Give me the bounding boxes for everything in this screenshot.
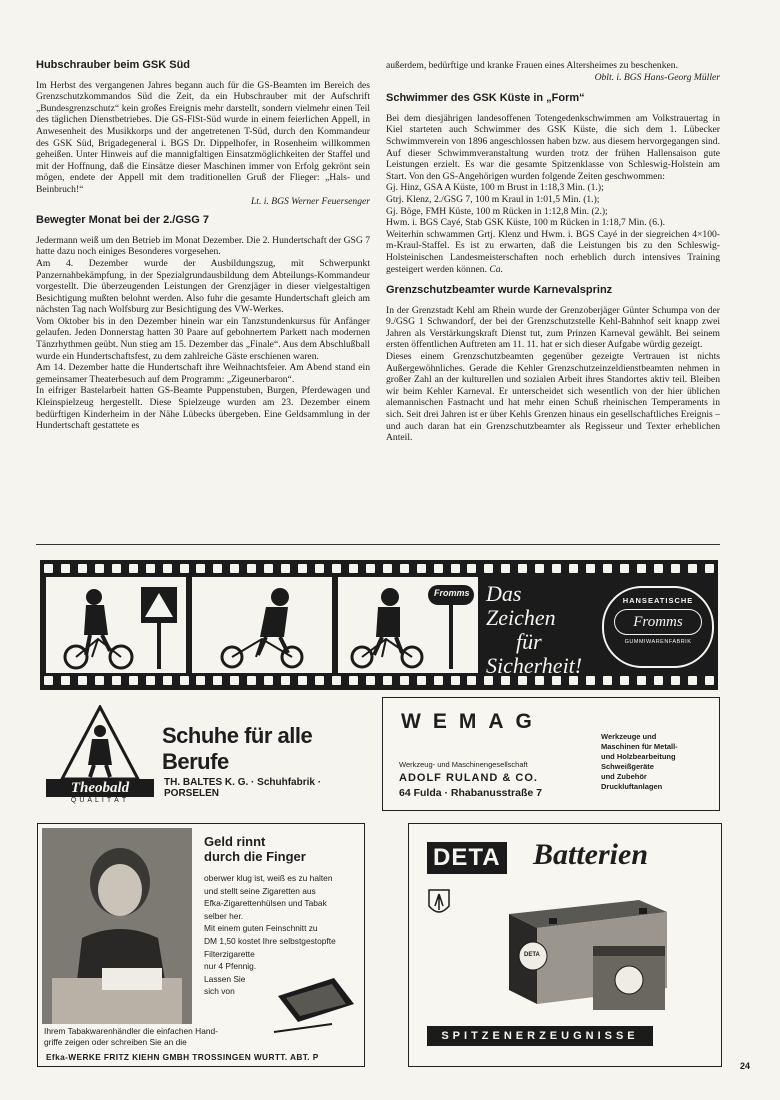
continuation-text: außerdem, bedürftige und kranke Frauen eines Altersheimes zu beschenken. <box>386 60 678 71</box>
article-paragraph: Am 4. Dezember wurde der Ausbildungszug, mit Schwerpunkt Panzernahbekämpfung, in der Spezialgrundausbildung dem Abteilungs-Kommandeur vorgestellt. Die überzeugenden Leistungen der Grenzjäger in dieser vielgestaltigen Besichtigung mußten belohnt werden. Also fuhr die gesamte Hundertschaft gleich am nächsten Tag nach Wolfsburg zur Besichtigung des VW-Werkes. <box>36 257 370 316</box>
film-perforation-top <box>44 564 714 574</box>
wemag-product-item: und Zubehör <box>601 772 647 781</box>
article-paragraph: In eifriger Bastelarbeit hatten GS-Beamte Puppenstuben, Burgen, Pferdewagen und Kleinspielzeug hergestellt. Diese Spielzeuge wurden am 23. Dezember einem bedürftigen Kinderheim in der Nähe Lübecks übergeben. Eine Geldsammlung in der Hundertschaft gestattete es <box>36 385 370 432</box>
film-perforation-bottom <box>44 676 714 686</box>
continuation-signature: Oblt. i. BGS Hans-Georg Müller <box>594 71 720 83</box>
seal-top-text: HANSEATISCHE <box>622 596 694 605</box>
woman-rolling-cigarettes-photo <box>42 828 192 1024</box>
article-signature-feuersenger: Lt. i. BGS Werner Feuersenger <box>250 195 370 207</box>
efka-copy-line: selber her. <box>204 910 244 921</box>
article-intro-schwimmer: Bei dem diesjährigen landesoffenen Totengedenkschwimmen am Volkstrauertag in Kiel starteten auch Schwimmer des GSK Küste, die sich dem 1. Lübecker Schwimmverein von 1896 angeschlossen haben bzw. aus diesem hervorgegangen sind. Auf dieser Schwimmveranstaltung wurden trotz der frühen Hallensaison gute Leistungen erzielt. Es war die gesamte Spitzenklasse von Schleswig-Holstein am Start. Von den GS-Angehörigen wurden folgende Zeiten geschwommen: <box>386 112 720 182</box>
fromms-ad <box>40 560 718 690</box>
closing-text: Weiterhin schwammen Grtj. Klenz und Hwm. i. BGS Cayé in der siegreichen 4×100-m-Kraul-Staffel. Es ist zu erwarten, daß die Leistungen bis zu den Schleswig-Holsteinischen Landesmeisterschaften noch erheblich durch intensives Training gesteigert werden können. <box>386 228 720 275</box>
efka-closing <box>44 1026 360 1048</box>
theobald-brand: Theobald <box>46 779 154 797</box>
slogan-line: Das Zeichen <box>486 581 556 630</box>
efka-copy-line: sich von <box>204 986 235 997</box>
efka-footer: Efka-WERKE FRITZ KIEHN GMBH TROSSINGEN WURTT. ABT. P <box>46 1052 319 1062</box>
right-column <box>386 60 720 444</box>
result-line: Gj. Böge, FMH Küste, 100 m Rücken in 1:12,8 Min. (2.); <box>386 205 608 217</box>
result-line: Hwm. i. BGS Cayé, Stab GSK Küste, 100 m Rücken in 1:18,7 Min. (6.). <box>386 217 666 229</box>
article-heading-karnevalsprinz: Grenzschutzbeamter wurde Karnevalsprinz <box>386 284 613 297</box>
efka-copy-line: griffe zeigen oder schreiben Sie an die <box>44 1037 187 1047</box>
wemag-products <box>601 732 678 792</box>
efka-headline-line: durch die Finger <box>204 849 306 864</box>
fromms-sign-label: Fromms <box>434 588 470 598</box>
deta-ad <box>408 823 722 1067</box>
page-number: 24 <box>740 1061 751 1071</box>
wemag-ad <box>382 697 720 811</box>
wemag-address: 64 Fulda · Rhabanusstraße 7 <box>399 787 542 799</box>
seal-brand: Fromms <box>614 609 702 635</box>
result-line: Gtrj. Klenz, 2./GSG 7, 100 m Kraul in 1:01,5 Min. (1.); <box>386 193 600 205</box>
slogan-line: für <box>516 629 542 654</box>
article-paragraph: Am 14. Dezember hatte die Hundertschaft ihre Weihnachtsfeier. Am Abend stand ein gemeinsamer Theaterbesuch auf dem Programm: „Zigeunerbaron“. <box>36 362 370 385</box>
cyclist-illustration <box>192 577 332 673</box>
article-body-hubschrauber: Im Herbst des vergangenen Jahres begann auch für die GS-Beamten im Bereich des Grenzschutzkommandos Süd die Zeit, da ein Hubschrauber mit der Aufschrift „Bundesgrenzschutz“ kein großes Ereignis mehr darstellt, sondern vielmehr einen Teil des täglichen Dienstbetriebes. Die GS-FlSt-Süd wurde in einem feierlichen Appell, in Anwesenheit des Musikkorps und der angetretenen T-Süd, durch den Kommandeur des GSK Süd, Brigadegeneral i. BGS Dr. Dippelhofer, in Rosenheim willkommen geheißen. Unter Hinweis auf die mannigfaltigen Einsatzmöglichkeiten der Staffel und mit der Hoffnung, daß die Einsätze dieser Maschinen immer von Erfolg gekrönt sein mögen, endete der Appell mit dem traditionellen Gruß der Flieger: „Hals- und Beinbruch!“ <box>36 79 370 195</box>
deta-banner: SPITZENERZEUGNISSE <box>427 1026 653 1046</box>
battery-label: DETA <box>524 952 540 958</box>
film-frame-1 <box>46 577 186 673</box>
film-frame-2 <box>192 577 332 673</box>
efka-ad <box>37 823 365 1067</box>
efka-copy-line: und stellt seine Zigaretten aus <box>204 885 316 896</box>
wemag-product-item: und Holzbearbeitung <box>601 752 676 761</box>
left-column <box>36 60 370 432</box>
theobald-figure-logo <box>60 705 140 781</box>
theobald-ad <box>40 697 365 809</box>
deta-crest-icon <box>427 888 451 918</box>
article-closing-schwimmer <box>386 229 720 275</box>
wemag-company-line: Werkzeug- und Maschinengesellschaft <box>399 760 528 769</box>
efka-copy-line: DM 1,50 kostet Ihre selbstgestopfte <box>204 935 336 946</box>
film-frame-3 <box>338 577 478 673</box>
section-divider <box>36 544 720 545</box>
efka-copy-line: oberwer klug ist, weiß es zu halten <box>204 873 333 883</box>
article-heading-bewegter-monat: Bewegter Monat bei der 2./GSG 7 <box>36 214 209 227</box>
article-paragraph: In der Grenzstadt Kehl am Rhein wurde der Grenzoberjäger Günter Schumpa von der 9./GSG 1 Schwandorf, der bei der Grenzschutzstelle Kehl-Bahnhof seit knapp zwei Jahren als Verstärkungskraft Dienst tut, zum Prinzen Karneval gewählt. Bei seinem ersten öffentlichen Auftreten am 11. 11. hat er sich dieser Aufgabe würdig gezeigt. <box>386 304 720 351</box>
efka-headline-line: Geld rinnt <box>204 834 266 849</box>
efka-copy-line: Filterzigarette <box>204 948 255 959</box>
battery-illustration <box>489 894 689 1014</box>
efka-copy-line: Efka-Zigarettenhülsen und Tabak <box>204 898 327 909</box>
woman-photo <box>42 828 192 1024</box>
efka-copy-line: Mit einem guten Feinschnitt zu <box>204 923 318 934</box>
fromms-slogan <box>486 582 596 678</box>
theobald-company: TH. BALTES K. G. · Schuhfabrik · PORSELEN <box>164 777 322 799</box>
article-paragraph: Jedermann weiß um den Betrieb im Monat Dezember. Die 2. Hundertschaft der GSG 7 hatte dazu noch einiges Besonderes vorgesehen. <box>36 234 370 258</box>
slogan-line: Sicherheit! <box>486 653 583 678</box>
wemag-product-item: Druckluftanlagen <box>601 782 663 791</box>
wemag-owner: ADOLF RULAND & CO. <box>399 772 538 784</box>
seal-bottom-text: GUMMIWARENFABRIK <box>624 639 692 645</box>
wemag-brand: WEMAG <box>401 710 544 733</box>
cyclist-warning-sign-illustration <box>46 577 186 673</box>
article-signature-ca: Ca. <box>489 263 503 275</box>
theobald-brand-sub: QUALITÄT <box>70 797 130 804</box>
deta-brand: DETA <box>427 842 507 874</box>
efka-copy-line: Ihrem Tabakwarenhändler die einfachen Hand- <box>44 1026 218 1036</box>
efka-headline <box>204 834 306 864</box>
wemag-product-item: Maschinen für Metall- <box>601 742 678 751</box>
result-line: Gj. Hinz, GSA A Küste, 100 m Brust in 1:18,3 Min. (1.); <box>386 182 604 194</box>
theobald-headline: Schuhe für alle Berufe <box>162 723 313 774</box>
article-heading-schwimmer: Schwimmer des GSK Küste in „Form“ <box>386 92 585 105</box>
article-heading-hubschrauber: Hubschrauber beim GSK Süd <box>36 59 191 71</box>
article-paragraph: Dieses einem Grenzschutzbeamten gegenüber gezeigte Vertrauen ist nichts Außergewöhnliches. Gerade die Kehler Grenzschutzeinzeldienstbeamten nehmen in großer Zahl an der kulturellen und sozialen Arbeit ihres Standortes aktiv teil. Bleiben wir beim Kehler Karneval. Er unterscheidet sich wesentlich von der hier üblichen alemannischen Fastnacht und hat mehr einen Schuß rheinischen Temperaments in sich. Seit drei Jahren ist er über Kehls Grenzen hinaus ein gesellschaftliches Ereignis – und auch daran hat ein Grenzschutzbeamter als Regisseur und Texter erheblichen Anteil. <box>386 351 720 444</box>
efka-copy-line: nur 4 Pfennig. <box>204 961 257 972</box>
efka-product-box-illustration <box>272 974 358 1034</box>
article-paragraph: Vom Oktober bis in den Dezember hinein war ein Tanzstundenkursus für Anfänger gelaufen. Jeden Donnerstag hatten 30 Paare auf gebohnertem Parkett nach modernen Tänzrhythmen geübt. Nun stieg am 15. Dezember das „Finale“. Aus dem Abschlußball wurde ein Hundertschaftsfest, zu dem zahlreiche Gäste erschienen waren. <box>36 315 370 362</box>
wemag-product-item: Werkzeuge und <box>601 732 657 741</box>
efka-copy-line: Lassen Sie <box>204 973 246 984</box>
wemag-product-item: Schweißgeräte <box>601 762 654 771</box>
deta-product: Batterien <box>533 838 649 871</box>
fromms-seal <box>602 586 714 668</box>
